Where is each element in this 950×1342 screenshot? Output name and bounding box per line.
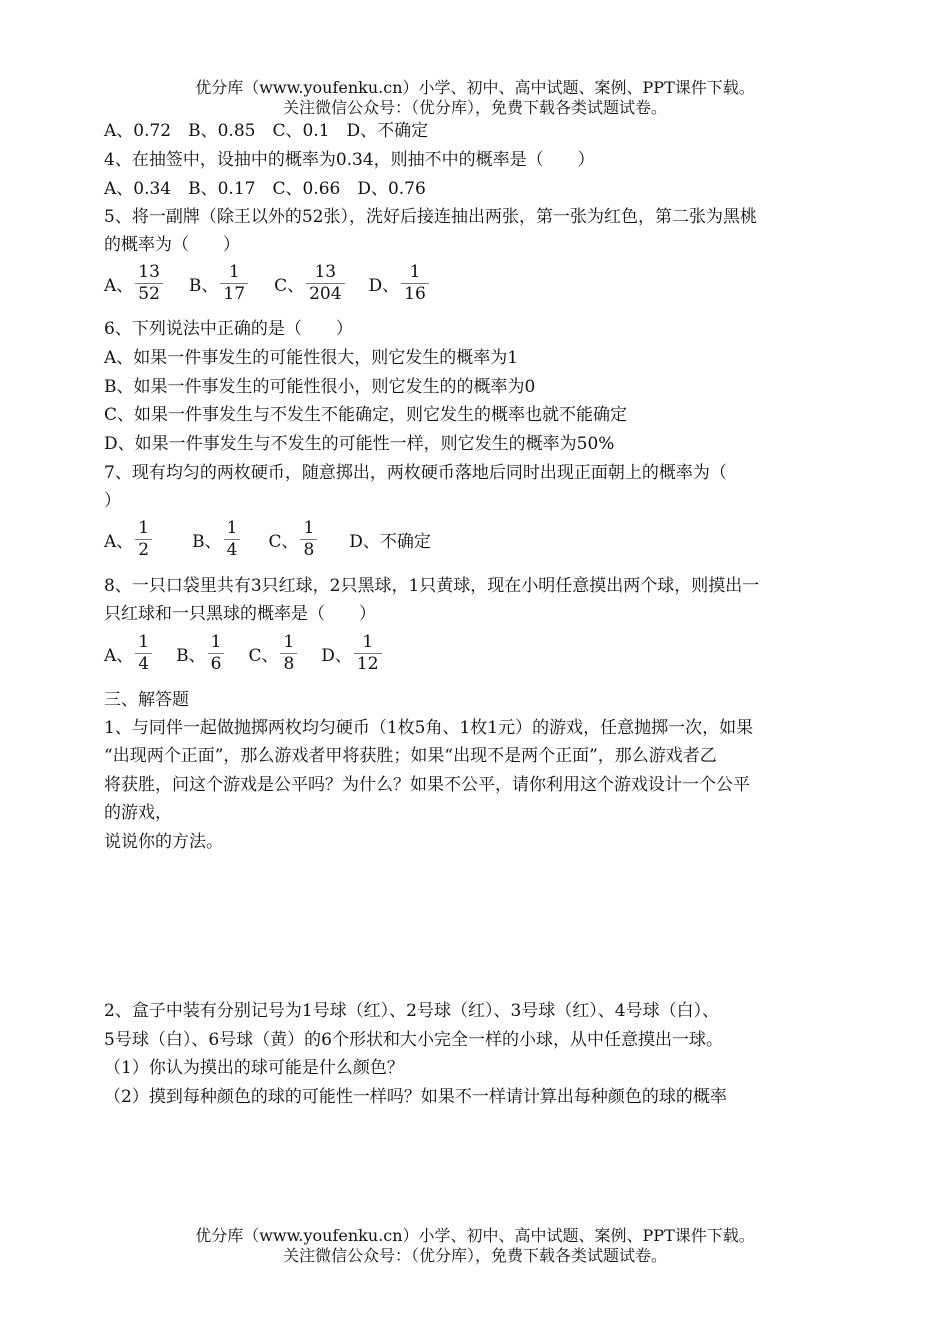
q7-option-b-label: B、: [192, 532, 222, 552]
q8-option-b-label: B、: [176, 646, 206, 666]
s3-p1-line-1: 1、与同伴一起做抛掷两枚均匀硬币（1枚5角、1枚1元）的游戏，任意抛掷一次，如果: [104, 718, 754, 738]
denominator: 12: [356, 654, 379, 674]
numerator: 1: [210, 632, 222, 652]
q4-stem: 4、在抽签中，设抽中的概率为0.34，则抽不中的概率是（ ）: [104, 150, 595, 170]
denominator: 52: [138, 284, 160, 304]
header-line-1: 优分库（www.youfenku.cn）小学、初中、高中试题、案例、PPT课件下载。: [195, 78, 755, 97]
q8-option-d-fraction: [354, 632, 382, 675]
q5-option-a-fraction: [135, 262, 163, 305]
denominator: 204: [309, 284, 342, 304]
q7-option-d: D、不确定: [349, 532, 431, 552]
s3-p1-line-3: 将获胜，问这个游戏是公平吗？为什么？如果不公平，请你利用这个游戏设计一个公平: [104, 775, 750, 795]
q7-option-c-fraction: [300, 518, 317, 561]
q5-option-c-label: C、: [274, 276, 305, 296]
q5-stem-line-1: 5、将一副牌（除王以外的52张），洗好后接连抽出两张，第一张为红色，第二张为黑桃: [104, 207, 757, 227]
s3-p1-line-2: “出现两个正面”，那么游戏者甲将获胜；如果“出现不是两个正面”，那么游戏者乙: [104, 746, 717, 766]
numerator: 1: [226, 518, 238, 538]
q6-option-b: B、如果一件事发生的可能性很小，则它发生的的概率为0: [104, 377, 536, 397]
denominator: 6: [210, 654, 222, 674]
q8-stem-line-1: 8、一只口袋里共有3只红球，2只黑球，1只黄球，现在小明任意摸出两个球，则摸出一: [104, 576, 760, 596]
q7-option-a-fraction: [135, 518, 152, 561]
q5-stem-line-2: 的概率为（ ）: [104, 235, 240, 255]
q8-option-d-label: D、: [321, 646, 352, 666]
q4-options: A、0.34 B、0.17 C、0.66 D、0.76: [104, 179, 426, 199]
denominator: 4: [226, 540, 238, 560]
denominator: 8: [303, 540, 315, 560]
denominator: 8: [283, 654, 295, 674]
q7-stem-line-2: ）: [104, 491, 121, 511]
denominator: 4: [138, 654, 150, 674]
q6-stem: 6、下列说法中正确的是（ ）: [104, 319, 353, 339]
denominator: 17: [223, 284, 246, 304]
q6-option-a: A、如果一件事发生的可能性很大，则它发生的概率为1: [104, 348, 519, 368]
q5-option-b-fraction: [220, 262, 248, 305]
header-line-2: 关注微信公众号：（优分库），免费下载各类试题试卷。: [282, 98, 667, 117]
q8-option-c-fraction: [280, 632, 297, 675]
q8-stem-line-2: 只红球和一只黑球的概率是（ ）: [104, 604, 376, 624]
q8-option-c-label: C、: [248, 646, 279, 666]
section-3-title: 三、解答题: [104, 690, 189, 710]
s3-p1-line-5: 说说你的方法。: [104, 832, 223, 852]
q6-option-c: C、如果一件事发生与不发生不能确定，则它发生的概率也就不能确定: [104, 405, 628, 425]
q6-option-d: D、如果一件事发生与不发生的可能性一样，则它发生的概率为50%: [104, 434, 615, 454]
q3-options: A、0.72 B、0.85 C、0.1 D、不确定: [104, 121, 429, 141]
numerator: 1: [303, 518, 315, 538]
s3-p2-line-1: 2、盒子中装有分别记号为1号球（红）、2号球（红）、3号球（红）、4号球（白）、: [104, 1001, 720, 1021]
q5-option-a-label: A、: [104, 276, 134, 296]
q7-option-b-fraction: [224, 518, 241, 561]
denominator: 2: [138, 540, 150, 560]
numerator: 13: [138, 262, 160, 282]
q7-option-a-label: A、: [104, 532, 134, 552]
q7-options: [104, 518, 431, 561]
q8-option-b-fraction: [208, 632, 225, 675]
q8-option-a-label: A、: [104, 646, 134, 666]
q5-option-d-label: D、: [368, 276, 400, 296]
numerator: 1: [409, 262, 421, 282]
numerator: 1: [283, 632, 295, 652]
q5-options: [104, 262, 431, 305]
numerator: 13: [314, 262, 337, 282]
denominator: 16: [404, 284, 426, 304]
numerator: 1: [362, 632, 374, 652]
s3-p1-line-4: 的游戏，: [104, 803, 172, 823]
numerator: 1: [138, 518, 150, 538]
s3-p2-line-2: 5号球（白）、6号球（黄）的6个形状和大小完全一样的小球，从中任意摸出一球。: [104, 1030, 723, 1050]
s3-p2-question-1: （1）你认为摸出的球可能是什么颜色？: [104, 1058, 404, 1078]
q8-options: [104, 632, 384, 675]
q7-stem-line-1: 7、现有均匀的两枚硬币，随意掷出，两枚硬币落地后同时出现正面朝上的概率为（: [104, 463, 727, 483]
q7-option-c-label: C、: [268, 532, 299, 552]
q5-option-d-fraction: [401, 262, 429, 305]
footer-line-1: 优分库（www.youfenku.cn）小学、初中、高中试题、案例、PPT课件下载。: [195, 1226, 755, 1245]
q8-option-a-fraction: [135, 632, 152, 675]
footer-line-2: 关注微信公众号：（优分库），免费下载各类试题试卷。: [282, 1246, 667, 1265]
q5-option-c-fraction: [306, 262, 344, 305]
numerator: 1: [138, 632, 150, 652]
q5-option-b-label: B、: [188, 276, 219, 296]
s3-p2-question-2: （2）摸到每种颜色的球的可能性一样吗？如果不一样请计算出每种颜色的球的概率: [104, 1087, 727, 1107]
numerator: 1: [228, 262, 240, 282]
